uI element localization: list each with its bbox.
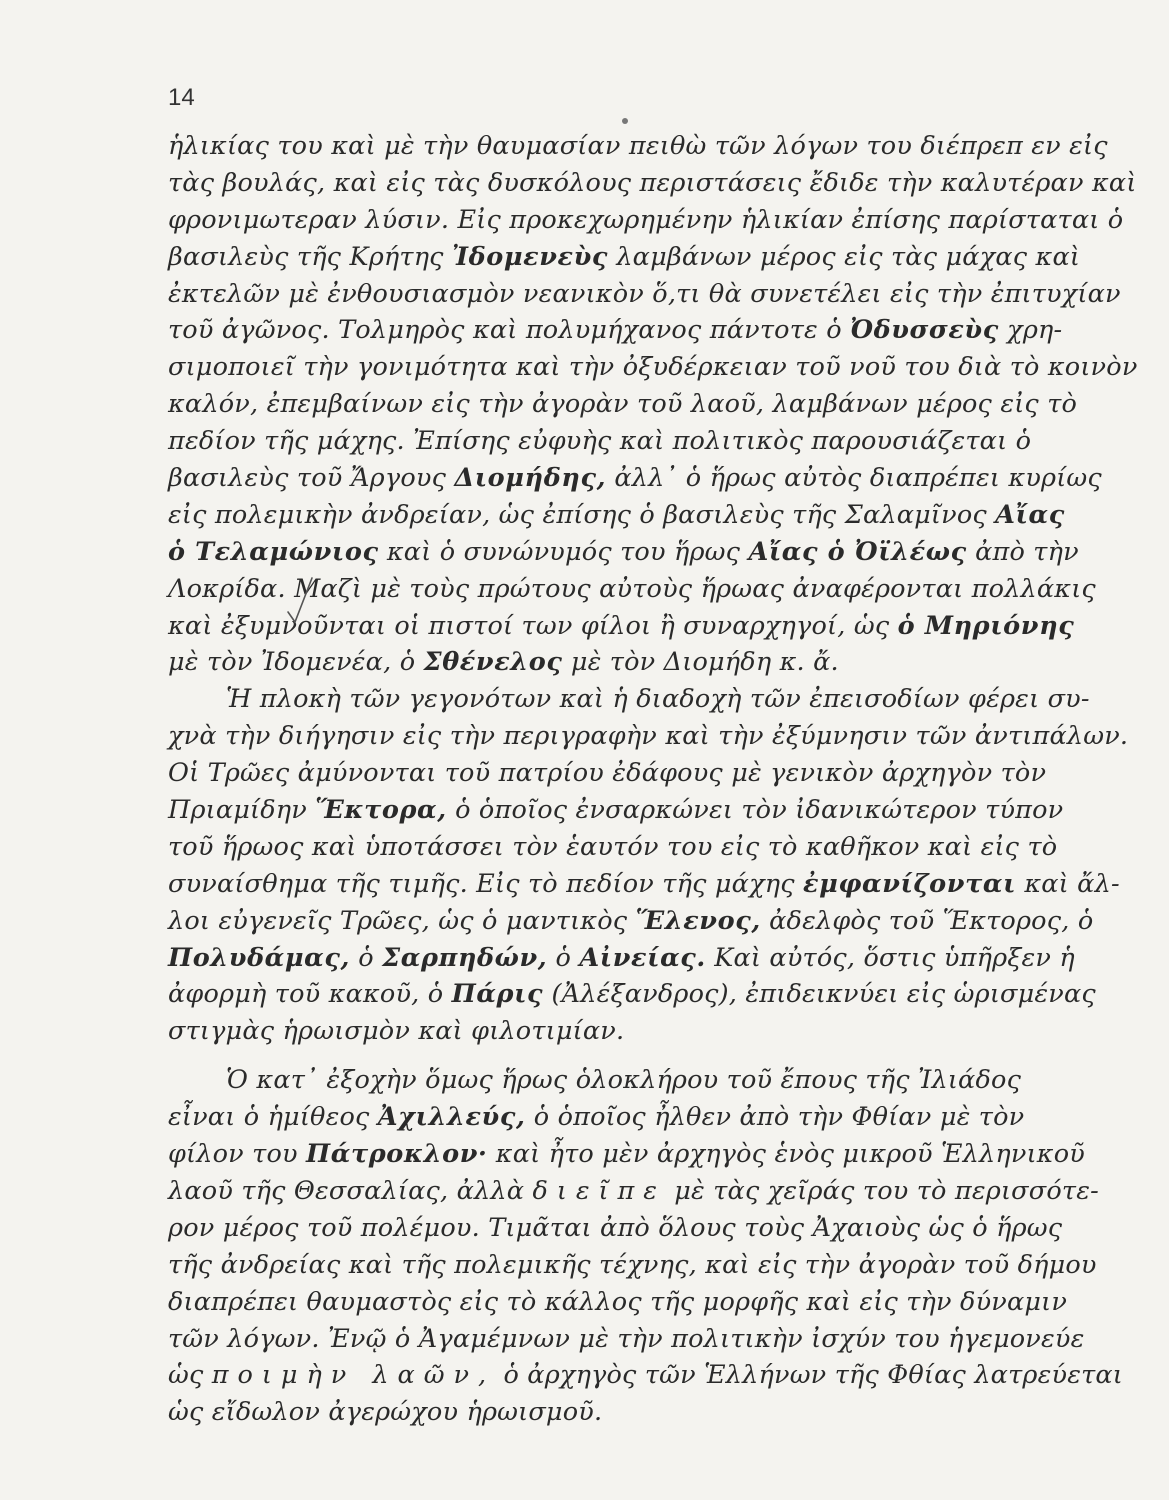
text-line [168,1357,1123,1394]
text-run: μὲ τὰς χεῖράς του τὸ περισσότε- [665,1175,1099,1206]
text-line [168,1062,1022,1099]
text-line [168,349,1138,386]
text-line [168,903,1094,940]
text-run: λαοῦ τῆς Θεσσαλίας, ἀλλὰ [168,1175,533,1206]
text-run: ὁ ἀρχηγὸς τῶν Ἑλλήνων τῆς Φθίας λατρεύεται [495,1360,1123,1391]
text-run: συναίσθημα τῆς τιμῆς. Εἰς τὸ πεδίον τῆς μάχης [168,868,803,899]
text-line [168,312,1063,349]
text-run: ἀλλ᾿ ὁ ἥρως αὐτὸς διαπρέπει κυρίως [606,463,1102,494]
text-run: τοῦ ἀγῶνος. Τολμηρὸς καὶ πολυμήχανος πάντοτε ὁ [168,315,851,346]
text-run: βασιλεὺς τῆς Κρήτης [168,241,452,272]
text-run: Καὶ αὐτός, ὅστις ὑπῆρξεν ἡ [705,942,1075,973]
text-line [168,755,1047,792]
text-run: (Ἀλέξανδρος), ἐπιδεικνύει εἰς ὡρισμένας [543,979,1096,1010]
text-run: πεδίον τῆς μάχης. Ἐπίσης εὐφυὴς καὶ πολιτικὸς παρουσιάζεται ὁ [168,426,1032,457]
text-line [168,1136,1085,1173]
bold-name: Πολυδάμας, [168,942,350,973]
text-line [168,386,1078,423]
bold-name: ἐμφανίζονται [802,868,1017,899]
bold-name: Πάρις [451,979,544,1010]
bold-name: Σαρπηδών, [382,942,548,973]
text-run: ὡς [168,1360,212,1391]
text-run: ἀπὸ τὴν [966,536,1079,567]
text-line [168,829,1058,866]
text-line [168,128,1108,165]
text-run: καὶ ἐξυμνοῦνται οἱ πιστοί των φίλοι ἢ συναρχηγοί, ὡς [168,610,898,641]
text-run: σιμοποιεῖ τὴν γονιμότητα καὶ τὴν ὀξυδέρκειαν τοῦ νοῦ του διὰ τὸ κοινὸν [168,352,1138,383]
text-run: Πριαμίδην [168,795,316,826]
bold-name: ὁ Τελαμώνιος [168,536,379,567]
text-run: εἰς πολεμικὴν ἀνδρείαν, ὡς ἐπίσης ὁ βασιλεὺς τῆς Σαλαμῖνος [168,499,996,530]
text-line [168,534,1079,571]
bold-name: Διομήδης, [454,463,607,494]
text-line [168,940,1075,977]
text-run: ὁ ὁποῖος ἐνσαρκώνει τὸν ἰδανικώτερον τύπον [446,795,1064,826]
text-run: ὁ [547,942,580,973]
text-run: βασιλεὺς τοῦ Ἄργους [168,463,455,494]
text-line [168,976,1096,1013]
text-line [168,202,1124,239]
text-run: Λοκρίδα. Μαζὶ μὲ τοὺς πρώτους αὐτοὺς ἥρωας ἀναφέρονται πολλάκις [168,573,1096,604]
bold-name: Ἰδομενεὺς [451,241,609,272]
body-text [168,128,1138,1431]
bold-name: Ἕλενος, [635,905,761,936]
text-run: ἡλικίας του καὶ μὲ τὴν θαυμασίαν πειθὼ τῶν λόγων του διέπρεπ εν εἰς [168,131,1108,161]
ink-dot [622,118,628,124]
bold-name: Αἴας ὁ Ὀϊλέως [748,536,967,567]
text-run: λαμβάνων μέρος εἰς τὰς μάχας καὶ [608,241,1081,272]
text-run: χρη- [998,315,1063,346]
text-line [168,866,1120,903]
text-run: ἀδελφὸς τοῦ Ἕκτορος, ὁ [760,905,1094,936]
bold-name: Σθένελος [423,647,563,678]
text-run: φρονιμωτεραν λύσιν. Εἰς προκεχωρημένην ἡλικίαν ἐπίσης παρίσταται ὁ [168,204,1124,235]
text-line [168,792,1064,829]
spaced-emphasis: ποιμὴν λαῶν, [211,1360,496,1391]
text-run: διαπρέπει θαυμαστὸς εἰς τὸ κάλλος τῆς μορφῆς καὶ εἰς τὴν δύναμιν [168,1286,1068,1317]
text-run: τῶν λόγων. Ἐνῷ ὁ Ἀγαμέμνων μὲ τὴν πολιτικὴν ἰσχύν του ἡγεμονεύε [168,1323,1085,1354]
bold-name: ὁ Μηριόνης [897,610,1075,641]
text-line [168,718,1129,755]
text-line [168,1173,1099,1210]
text-run: μὲ τὸν Διομήδη κ. ἄ. [562,647,839,678]
bold-name: Αἰνείας. [579,942,706,973]
text-line [168,460,1102,497]
text-line [168,1099,1025,1136]
bold-name: Ἀχιλλεύς, [377,1102,526,1133]
text-run: τῆς ἀνδρείας καὶ τῆς πολεμικῆς τέχνης, καὶ εἰς τὴν ἀγορὰν τοῦ δήμου [168,1249,1097,1280]
text-run: φίλον του [168,1139,307,1170]
text-run: ὁ [350,942,383,973]
text-run: ὡς εἴδωλον ἀγερώχου ἡρωισμοῦ. [168,1397,603,1428]
page-number: 14 [168,84,195,111]
text-run: ἐκτελῶν μὲ ἐνθουσιασμὸν νεανικὸν ὅ,τι θὰ συνετέλει εἰς τὴν ἐπιτυχίαν [168,278,1121,309]
text-run: μὲ τὸν Ἰδομενέα, ὁ [168,647,424,678]
handwritten-check-mark [286,576,314,624]
bold-name: Ἕκτορα, [315,795,447,826]
text-run: στιγμὰς ἡρωισμὸν καὶ φιλοτιμίαν. [168,1016,625,1047]
text-run: Ὁ κατ᾿ ἐξοχὴν ὅμως ἥρως ὁλοκλήρου τοῦ ἔπους τῆς Ἰλιάδος [226,1065,1022,1096]
text-line [168,1247,1097,1284]
text-line [168,1321,1085,1358]
text-line [168,1013,1016,1050]
bold-name: Ὀδυσσεὺς [850,315,999,346]
text-run: καὶ ἦτο μὲν ἀρχηγὸς ἑνὸς μικροῦ Ἑλληνικοῦ [487,1139,1085,1170]
spaced-emphasis: διεῖπε [532,1175,666,1206]
text-run: καλόν, ἐπεμβαίνων εἰς τὴν ἀγορὰν τοῦ λαοῦ, λαμβάνων μέρος εἰς τὸ [168,389,1078,420]
text-line [168,1210,1063,1247]
text-line [168,644,1016,681]
text-line [168,423,1032,460]
bold-name: Αἴας [995,499,1065,530]
text-run: ὁ ὁποῖος ἦλθεν ἀπὸ τὴν Φθίαν μὲ τὸν [525,1102,1025,1133]
text-run: χνὰ τὴν διήγησιν εἰς τὴν περιγραφὴν καὶ τὴν ἐξύμνησιν τῶν ἀντιπάλων. [168,721,1129,752]
text-run: Οἱ Τρῶες ἀμύνονται τοῦ πατρίου ἐδάφους μὲ γενικὸν ἀρχηγὸν τὸν [168,758,1047,789]
text-line [168,681,1090,718]
text-run: καὶ ἄλ- [1016,868,1120,899]
text-line [168,497,1065,534]
text-run: εἶναι ὁ ἡμίθεος [168,1102,378,1133]
text-run: Ἡ πλοκὴ τῶν γεγονότων καὶ ἡ διαδοχὴ τῶν ἐπεισοδίων φέρει συ- [226,684,1090,715]
text-run: ρον μέρος τοῦ πολέμου. Τιμᾶται ἀπὸ ὅλους τοὺς Ἀχαιοὺς ὡς ὁ ἥρως [168,1212,1063,1243]
text-line [168,276,1121,313]
text-line [168,1284,1068,1321]
text-run: καὶ ὁ συνώνυμός του ἥρως [378,536,749,567]
text-line [168,1394,1016,1431]
text-line [168,165,1137,202]
text-run: ἀφορμὴ τοῦ κακοῦ, ὁ [168,979,452,1010]
text-line [168,239,1081,276]
bold-name: Πάτροκλον· [306,1139,488,1170]
text-run: λοι εὐγενεῖς Τρῶες, ὡς ὁ μαντικὸς [168,905,636,936]
text-run: τοῦ ἥρωος καὶ ὑποτάσσει τὸν ἑαυτόν του εἰς τὸ καθῆκον καὶ εἰς τὸ [168,831,1058,862]
text-run: τὰς βουλάς, καὶ εἰς τὰς δυσκόλους περιστάσεις ἔδιδε τὴν καλυτέραν καὶ [168,167,1137,198]
